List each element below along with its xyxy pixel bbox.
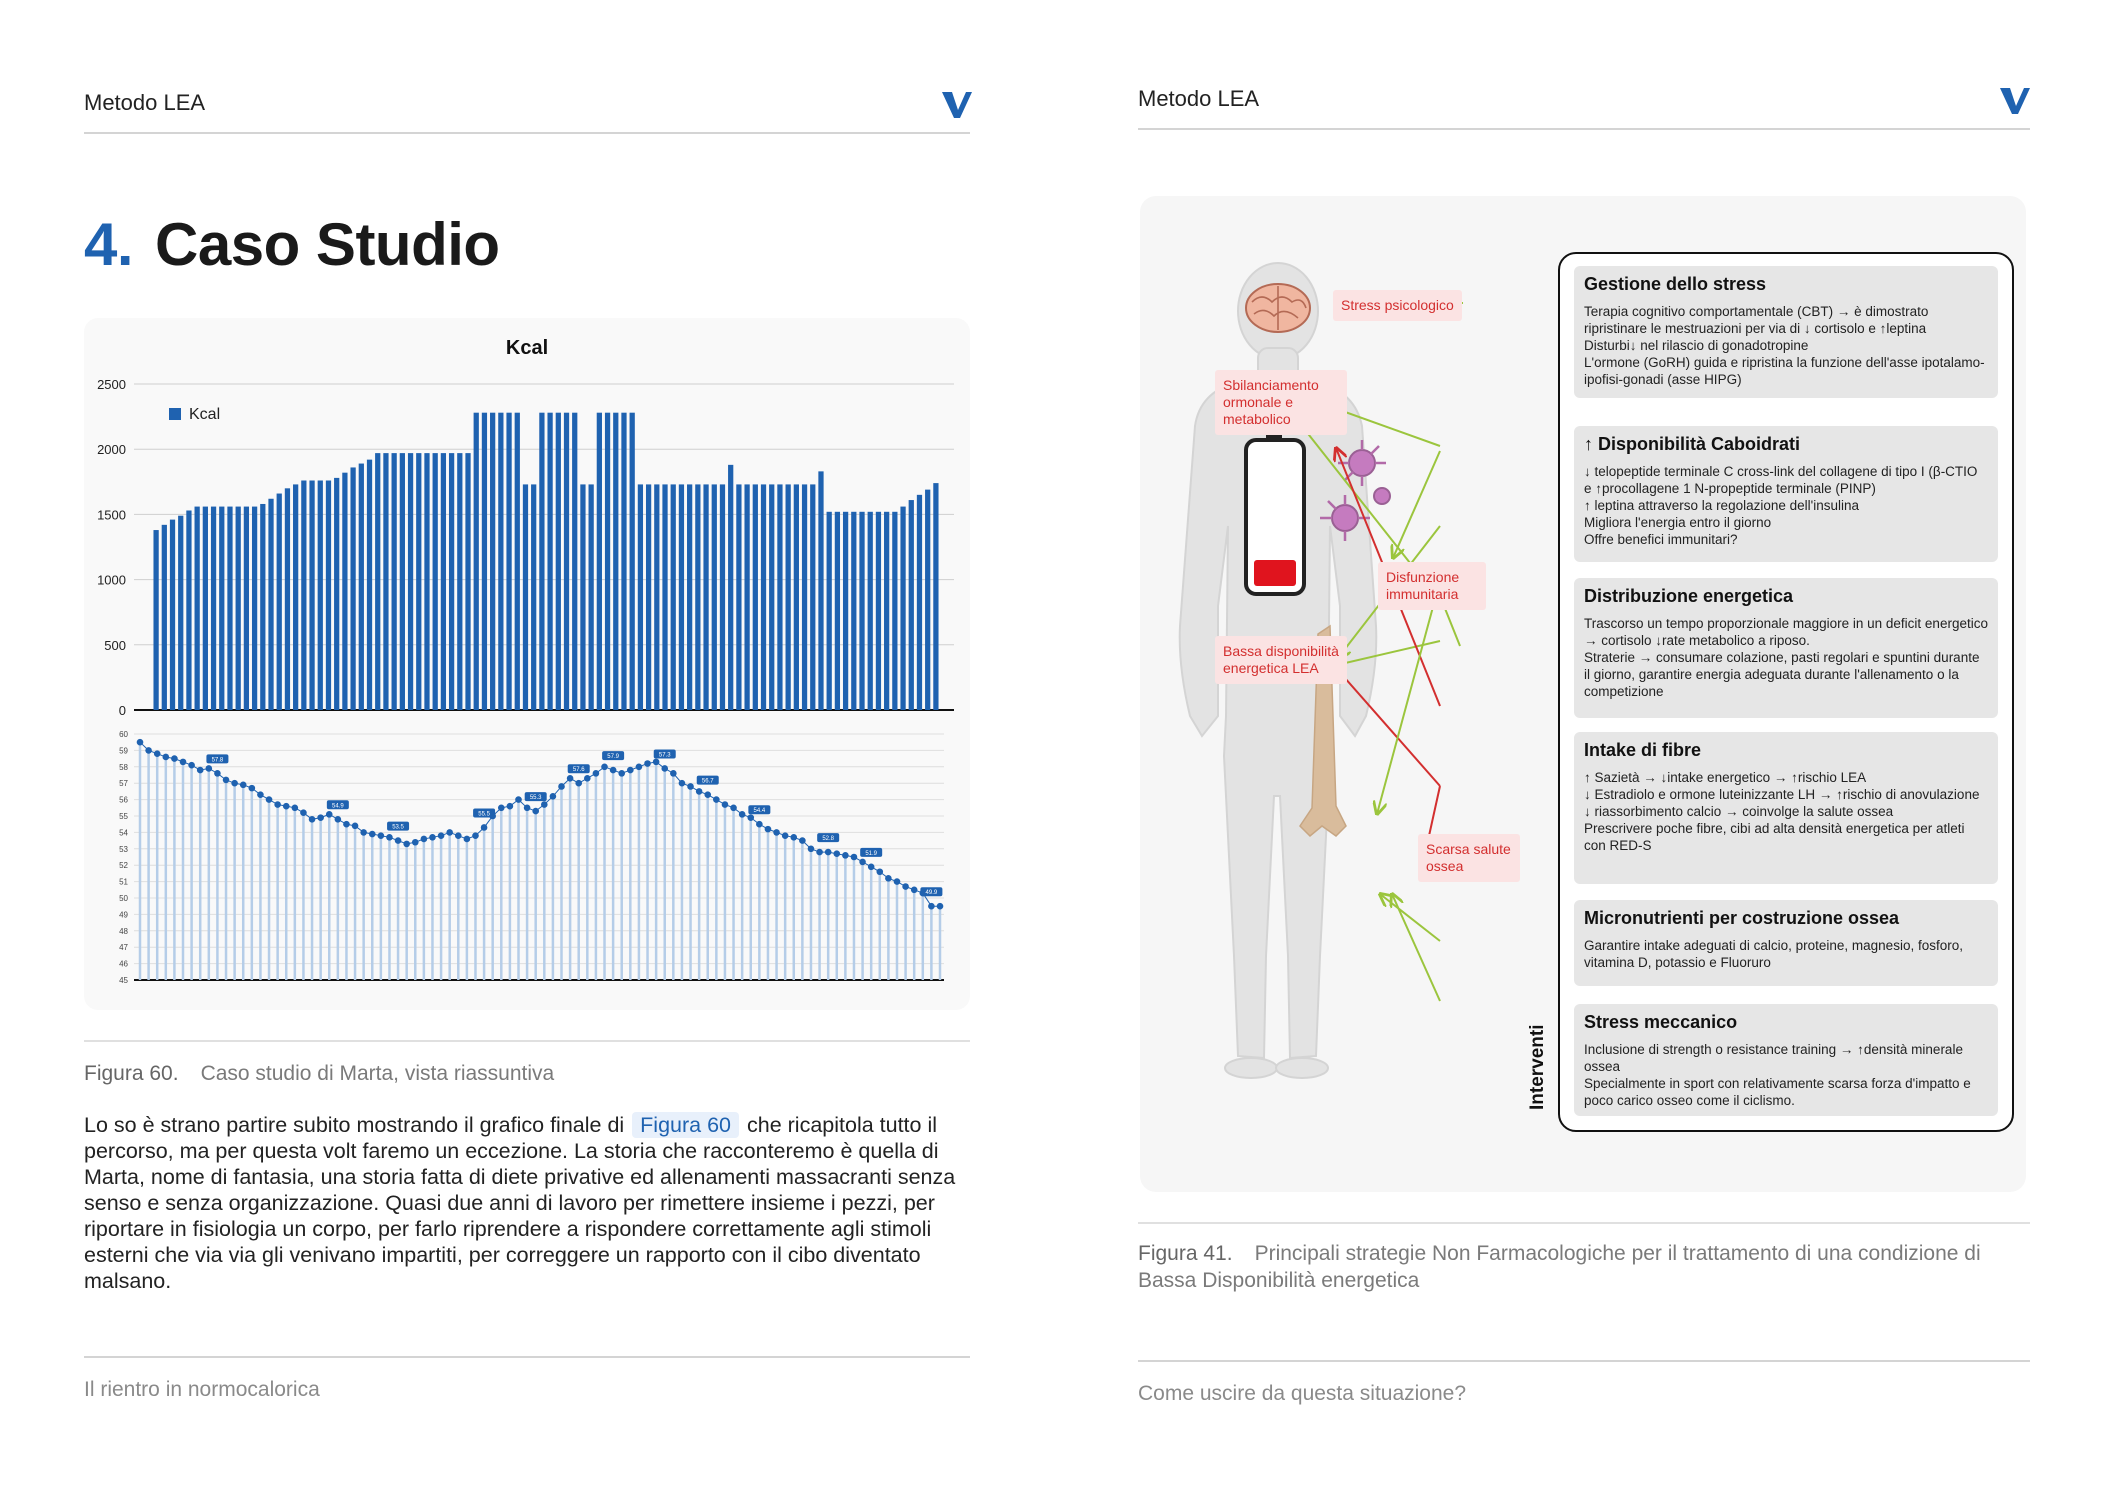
data-point bbox=[532, 808, 539, 815]
data-point bbox=[799, 837, 806, 844]
data-point bbox=[455, 832, 462, 839]
intervention-line: Trascorso un tempo proporzionale maggiore in un deficit energetico → cortisolo ↓rate metabolico a riposo. bbox=[1584, 616, 1988, 648]
data-point bbox=[326, 811, 333, 818]
intervention-line: Migliora l'energia entro il giorno bbox=[1584, 515, 1772, 530]
brand-logo-icon bbox=[940, 90, 974, 120]
data-point bbox=[171, 755, 178, 762]
y-tick-label: 500 bbox=[104, 637, 126, 653]
data-point bbox=[541, 801, 548, 808]
figure-caption-text: Caso studio di Marta, vista riassuntiva bbox=[200, 1062, 555, 1085]
data-point bbox=[575, 780, 582, 787]
intervention-line: Inclusione di strength o resistance training → ↑densità minerale ossea bbox=[1584, 1042, 1963, 1074]
brain-icon bbox=[1246, 284, 1310, 332]
data-point bbox=[231, 780, 238, 787]
y-tick-label: 1500 bbox=[97, 507, 126, 523]
chapter-number: 4. bbox=[84, 211, 134, 278]
bar bbox=[818, 471, 823, 710]
bar bbox=[219, 507, 224, 710]
y-tick-label: 57 bbox=[119, 779, 128, 789]
point-label: 56.7 bbox=[701, 778, 714, 785]
data-point bbox=[825, 849, 832, 856]
bar bbox=[227, 507, 232, 710]
bar bbox=[236, 507, 241, 710]
data-point bbox=[429, 834, 436, 841]
bar bbox=[843, 512, 848, 710]
bar bbox=[359, 464, 364, 710]
chapter-heading bbox=[84, 210, 500, 279]
right-footer-divider bbox=[1138, 1360, 2030, 1362]
data-point bbox=[765, 826, 772, 833]
data-point bbox=[395, 837, 402, 844]
data-point bbox=[833, 850, 840, 857]
data-point bbox=[188, 762, 195, 769]
data-point bbox=[369, 831, 376, 838]
figure-label: Figura 60. bbox=[84, 1062, 179, 1085]
data-point bbox=[842, 852, 849, 859]
intervention-line: Straterie → consumare colazione, pasti regolari e spuntini durante il giorno, garantire energia adeguata durante l'allenamento o la competizione bbox=[1584, 650, 1980, 699]
data-point bbox=[412, 839, 419, 846]
data-point bbox=[446, 829, 453, 836]
data-point bbox=[421, 836, 428, 843]
data-point bbox=[524, 805, 531, 812]
bar bbox=[318, 480, 323, 710]
bar bbox=[810, 484, 815, 710]
point-label: 49.9 bbox=[925, 890, 938, 897]
data-point bbox=[472, 832, 479, 839]
data-point bbox=[360, 829, 367, 836]
bar bbox=[547, 413, 552, 710]
bar bbox=[186, 510, 191, 710]
data-point bbox=[928, 903, 935, 910]
intervention-line: ↓ riassorbimento calcio → coinvolge la salute ossea bbox=[1584, 804, 1894, 819]
intervention-box bbox=[1574, 900, 1998, 986]
bar bbox=[621, 413, 626, 710]
intervention-title: ↑ Disponibilità Caboidrati bbox=[1584, 434, 1801, 454]
data-point bbox=[601, 764, 608, 771]
data-point bbox=[937, 903, 944, 910]
intervention-line: Garantire intake adeguati di calcio, proteine, magnesio, fosforo, vitamina D, potassio e Fluoruro bbox=[1584, 938, 1963, 970]
bar bbox=[433, 453, 438, 710]
data-point bbox=[515, 796, 522, 803]
bar bbox=[859, 512, 864, 710]
data-point bbox=[154, 750, 161, 757]
bar bbox=[309, 480, 314, 710]
bar bbox=[892, 512, 897, 710]
data-point bbox=[498, 805, 505, 812]
bar bbox=[342, 473, 347, 710]
data-point bbox=[902, 883, 909, 890]
intervention-line: ↑ Sazietà → ↓intake energetico → ↑rischio LEA bbox=[1584, 770, 1867, 785]
data-point bbox=[197, 767, 204, 774]
bar bbox=[777, 484, 782, 710]
bar bbox=[162, 525, 167, 710]
bar bbox=[367, 460, 372, 710]
bar bbox=[211, 507, 216, 710]
y-tick-label: 48 bbox=[119, 926, 128, 936]
right-header-title: Metodo LEA bbox=[1138, 86, 1260, 111]
body-text-part2: che ricapitola tutto il percorso, ma per questa volt faremo un eccezione. La storia che racconteremo è quella di Marta, nome di fantasia, una storia fatta di diete privative ed allenamenti massacranti senza senso e senza organizzazione. Quasi due anni di lavoro per rimettere insieme i pezzi, per riportare in fisiologia un corpo, per farlo riprendere a rispondere correttamente agli stimoli esterni che via via gli venivano impartiti, per correggere un rapporto con il cibo diventato malsano. bbox=[84, 1113, 956, 1293]
y-tick-label: 59 bbox=[119, 746, 128, 756]
bar bbox=[457, 453, 462, 710]
data-point bbox=[644, 760, 651, 767]
bar bbox=[170, 520, 175, 710]
legend-label: Kcal bbox=[189, 406, 221, 423]
data-point bbox=[756, 821, 763, 828]
tag-disfunzione-immunitaria: Disfunzione immunitaria bbox=[1378, 562, 1486, 610]
data-point bbox=[352, 823, 359, 830]
y-tick-label: 0 bbox=[118, 703, 126, 718]
point-label: 54.4 bbox=[753, 808, 766, 815]
data-point bbox=[610, 767, 617, 774]
figure-caption bbox=[84, 1060, 970, 1087]
y-tick-label: 2000 bbox=[97, 442, 126, 458]
bar bbox=[933, 483, 938, 710]
data-point bbox=[266, 796, 273, 803]
bar bbox=[580, 484, 585, 710]
data-point bbox=[403, 841, 410, 848]
bar bbox=[285, 488, 290, 710]
bar bbox=[383, 453, 388, 710]
y-tick-label: 56 bbox=[119, 795, 128, 805]
y-tick-label: 45 bbox=[119, 976, 128, 985]
data-point bbox=[558, 783, 565, 790]
bar bbox=[515, 413, 520, 710]
data-point bbox=[206, 765, 213, 772]
bar bbox=[884, 512, 889, 710]
bar bbox=[334, 478, 339, 710]
y-tick-label: 51 bbox=[119, 877, 128, 887]
y-tick-label: 49 bbox=[119, 910, 128, 920]
data-point bbox=[636, 764, 643, 771]
data-point bbox=[567, 775, 574, 782]
tag-scarsa-salute-ossea: Scarsa salute ossea bbox=[1418, 834, 1520, 882]
y-tick-label: 1000 bbox=[97, 572, 126, 588]
bar bbox=[695, 484, 700, 710]
intervention-title: Gestione dello stress bbox=[1584, 274, 1767, 294]
data-point bbox=[859, 859, 866, 866]
bar bbox=[350, 467, 355, 710]
bar bbox=[506, 413, 511, 710]
right-figure-caption-text: Principali strategie Non Farmacologiche per il trattamento di una condizione di Bassa Disponibilità energetica bbox=[1138, 1242, 1981, 1292]
data-point bbox=[618, 770, 625, 777]
left-page bbox=[0, 0, 1050, 1486]
intervention-box bbox=[1574, 578, 1998, 718]
intervention-line: ↑ leptina attraverso la regolazione dell'insulina bbox=[1584, 498, 1859, 513]
bar bbox=[153, 530, 158, 710]
bar bbox=[268, 499, 273, 710]
data-point bbox=[851, 854, 858, 861]
bar bbox=[408, 453, 413, 710]
data-point bbox=[163, 754, 170, 761]
data-point bbox=[438, 832, 445, 839]
data-point bbox=[257, 791, 264, 798]
chart-card bbox=[84, 318, 970, 1010]
bar bbox=[482, 413, 487, 710]
bar bbox=[400, 453, 405, 710]
bar bbox=[909, 500, 914, 710]
intervention-line: Offre benefici immunitari? bbox=[1584, 532, 1738, 547]
data-point bbox=[704, 791, 711, 798]
bar bbox=[424, 453, 429, 710]
right-figure-label: Figura 41. bbox=[1138, 1242, 1233, 1265]
kcal-weight-chart bbox=[84, 318, 970, 1010]
bar bbox=[449, 453, 454, 710]
bar bbox=[703, 484, 708, 710]
intervention-line: Prescrivere poche fibre, cibi ad alta densità energetica per atleti con RED-S bbox=[1584, 821, 1965, 853]
bar bbox=[416, 453, 421, 710]
intervention-line: Specialmente in sport con relativamente scarsa forza d'impatto e poco carico osseo come il ciclismo. bbox=[1584, 1076, 1971, 1108]
bar bbox=[868, 512, 873, 710]
point-label: 55.5 bbox=[478, 811, 490, 818]
bar bbox=[925, 490, 930, 710]
bar bbox=[720, 484, 725, 710]
data-point bbox=[911, 887, 918, 894]
bar bbox=[835, 512, 840, 710]
bar bbox=[744, 484, 749, 710]
bar bbox=[375, 453, 380, 710]
data-point bbox=[739, 811, 746, 818]
bar bbox=[195, 507, 200, 710]
bar bbox=[293, 484, 298, 710]
y-tick-label: 47 bbox=[119, 943, 128, 953]
bar bbox=[630, 413, 635, 710]
bar bbox=[687, 484, 692, 710]
data-point bbox=[816, 849, 823, 856]
data-point bbox=[894, 878, 901, 885]
right-brand-logo-icon bbox=[1998, 86, 2032, 116]
bar bbox=[326, 480, 331, 710]
battery-icon bbox=[1246, 432, 1304, 594]
bar bbox=[556, 413, 561, 710]
header-divider bbox=[84, 132, 970, 134]
point-label: 57.6 bbox=[572, 767, 585, 774]
data-point bbox=[808, 846, 815, 853]
point-label: 57.9 bbox=[607, 754, 619, 761]
bar bbox=[605, 413, 610, 710]
data-point bbox=[481, 824, 488, 831]
bar bbox=[474, 413, 479, 710]
bar bbox=[646, 484, 651, 710]
y-tick-label: 46 bbox=[119, 959, 128, 969]
bar bbox=[917, 495, 922, 710]
data-point bbox=[137, 739, 144, 746]
bar bbox=[260, 504, 265, 710]
bar bbox=[523, 484, 528, 710]
data-point bbox=[722, 801, 729, 808]
data-point bbox=[309, 816, 316, 823]
intervention-title: Micronutrienti per costruzione ossea bbox=[1584, 908, 1900, 928]
tag-stress-psicologico: Stress psicologico bbox=[1333, 290, 1462, 321]
intervention-title: Intake di fibre bbox=[1584, 740, 1702, 760]
bar bbox=[301, 480, 306, 710]
data-point bbox=[593, 770, 600, 777]
legend-swatch bbox=[169, 408, 181, 420]
bar bbox=[679, 484, 684, 710]
intervention-box bbox=[1574, 266, 1998, 398]
data-point bbox=[507, 803, 514, 810]
point-label: 57.3 bbox=[658, 752, 671, 759]
intervention-title: Stress meccanico bbox=[1584, 1012, 1738, 1032]
data-point bbox=[386, 834, 393, 841]
data-point bbox=[679, 780, 686, 787]
data-point bbox=[223, 777, 230, 784]
bar bbox=[638, 484, 643, 710]
data-point bbox=[274, 801, 281, 808]
bar bbox=[498, 413, 503, 710]
point-label: 52.8 bbox=[822, 836, 835, 843]
data-point bbox=[790, 834, 797, 841]
right-caption-divider bbox=[1138, 1222, 2030, 1224]
bar bbox=[736, 484, 741, 710]
data-point bbox=[335, 816, 342, 823]
data-point bbox=[885, 875, 892, 882]
data-point bbox=[464, 836, 471, 843]
footer-divider bbox=[84, 1356, 970, 1358]
bar bbox=[597, 413, 602, 710]
bar bbox=[761, 484, 766, 710]
data-point bbox=[317, 814, 324, 821]
point-label: 51.9 bbox=[865, 850, 878, 857]
tag-sbilanciamento: Sbilanciamento ormonale e metabolico bbox=[1215, 370, 1347, 435]
data-point bbox=[730, 805, 737, 812]
bar bbox=[531, 484, 536, 710]
y-tick-label: 58 bbox=[119, 762, 128, 772]
data-point bbox=[145, 747, 152, 754]
data-point bbox=[240, 782, 247, 789]
data-point bbox=[687, 783, 694, 790]
data-point bbox=[249, 785, 256, 792]
intervention-box bbox=[1574, 426, 1998, 562]
data-point bbox=[747, 814, 754, 821]
point-label: 55.3 bbox=[529, 795, 542, 802]
intervention-box bbox=[1574, 732, 1998, 884]
intervention-line: Disturbi↓ nel rilascio di gonadotropine bbox=[1584, 338, 1809, 353]
bar bbox=[244, 507, 249, 710]
point-label: 57.8 bbox=[211, 757, 224, 764]
header-title: Metodo LEA bbox=[84, 90, 206, 115]
bar bbox=[539, 413, 544, 710]
y-tick-label: 54 bbox=[119, 828, 128, 838]
bar bbox=[589, 484, 594, 710]
figure-link[interactable]: Figura 60 bbox=[632, 1112, 739, 1138]
data-point bbox=[653, 759, 660, 766]
bar bbox=[277, 494, 282, 710]
intervention-box bbox=[1574, 1004, 1998, 1116]
bar bbox=[802, 484, 807, 710]
bar bbox=[728, 465, 733, 710]
point-label: 53.5 bbox=[392, 824, 404, 831]
data-point bbox=[876, 868, 883, 875]
intervention-line: Terapia cognitivo comportamentale (CBT) → è dimostrato ripristinare le mestruazioni per via di ↓ cortisolo e ↑leptina bbox=[1584, 304, 1929, 336]
data-point bbox=[180, 759, 187, 766]
data-point bbox=[773, 829, 780, 836]
point-label: 54.9 bbox=[332, 803, 344, 810]
data-point bbox=[868, 864, 875, 871]
interventions-label: Interventi bbox=[1527, 1024, 1548, 1110]
data-point bbox=[214, 770, 221, 777]
bar bbox=[851, 512, 856, 710]
body-paragraph bbox=[84, 1112, 974, 1294]
data-point bbox=[378, 832, 385, 839]
data-point bbox=[670, 770, 677, 777]
bar bbox=[203, 507, 208, 710]
intervention-line: ↓ telopeptide terminale C cross-link del collagene di tipo I (β-CTIO e ↑procollagene 1 N-propeptide terminale (PINP) bbox=[1584, 464, 1978, 496]
interventions-panel bbox=[1558, 252, 2014, 1132]
y-tick-label: 50 bbox=[119, 894, 128, 903]
right-footer-text: Come uscire da questa situazione? bbox=[1138, 1382, 1467, 1405]
bar bbox=[613, 413, 618, 710]
bar bbox=[178, 516, 183, 710]
bar bbox=[900, 507, 905, 710]
intervention-line: L'ormone (GoRH) guida e ripristina la funzione dell'asse ipotalamo-ipofisi-gonadi (asse HIPG) bbox=[1584, 355, 1985, 387]
bar bbox=[252, 507, 257, 710]
data-point bbox=[584, 775, 591, 782]
chapter-title: Caso Studio bbox=[155, 211, 500, 278]
y-tick-label: 2500 bbox=[97, 377, 126, 392]
intervention-title: Distribuzione energetica bbox=[1584, 586, 1794, 606]
bar bbox=[876, 512, 881, 710]
data-point bbox=[292, 805, 299, 812]
bar bbox=[465, 453, 470, 710]
right-header-divider bbox=[1138, 128, 2030, 130]
body-text-part1: Lo so è strano partire subito mostrando il grafico finale di bbox=[84, 1113, 625, 1137]
bar bbox=[712, 484, 717, 710]
bar bbox=[490, 413, 495, 710]
bar bbox=[662, 484, 667, 710]
y-tick-label: 60 bbox=[119, 730, 128, 739]
bar bbox=[441, 453, 446, 710]
data-point bbox=[627, 767, 634, 774]
data-point bbox=[283, 803, 290, 810]
data-point bbox=[300, 809, 307, 816]
right-figure-caption bbox=[1138, 1240, 2030, 1294]
data-point bbox=[550, 793, 557, 800]
tag-bassa-disponibilita: Bassa disponibilità energetica LEA bbox=[1215, 636, 1347, 684]
caption-divider bbox=[84, 1040, 970, 1042]
y-tick-label: 55 bbox=[119, 812, 128, 821]
bar bbox=[572, 413, 577, 710]
bar bbox=[769, 484, 774, 710]
y-tick-label: 53 bbox=[119, 844, 128, 854]
y-tick-label: 52 bbox=[119, 861, 128, 871]
bar bbox=[654, 484, 659, 710]
bar bbox=[671, 484, 676, 710]
footer-text: Il rientro in normocalorica bbox=[84, 1378, 320, 1401]
data-point bbox=[661, 765, 668, 772]
bar bbox=[753, 484, 758, 710]
bar bbox=[827, 512, 832, 710]
data-point bbox=[343, 821, 350, 828]
intervention-line: ↓ Estradiolo e ormone luteinizzante LH → ↑rischio di anovulazione bbox=[1584, 787, 1980, 802]
data-point bbox=[696, 788, 703, 795]
chart-title: Kcal bbox=[505, 337, 549, 359]
bar bbox=[564, 413, 569, 710]
bar bbox=[794, 484, 799, 710]
data-point bbox=[782, 832, 789, 839]
bar bbox=[392, 453, 397, 710]
bar bbox=[786, 484, 791, 710]
data-point bbox=[713, 796, 720, 803]
